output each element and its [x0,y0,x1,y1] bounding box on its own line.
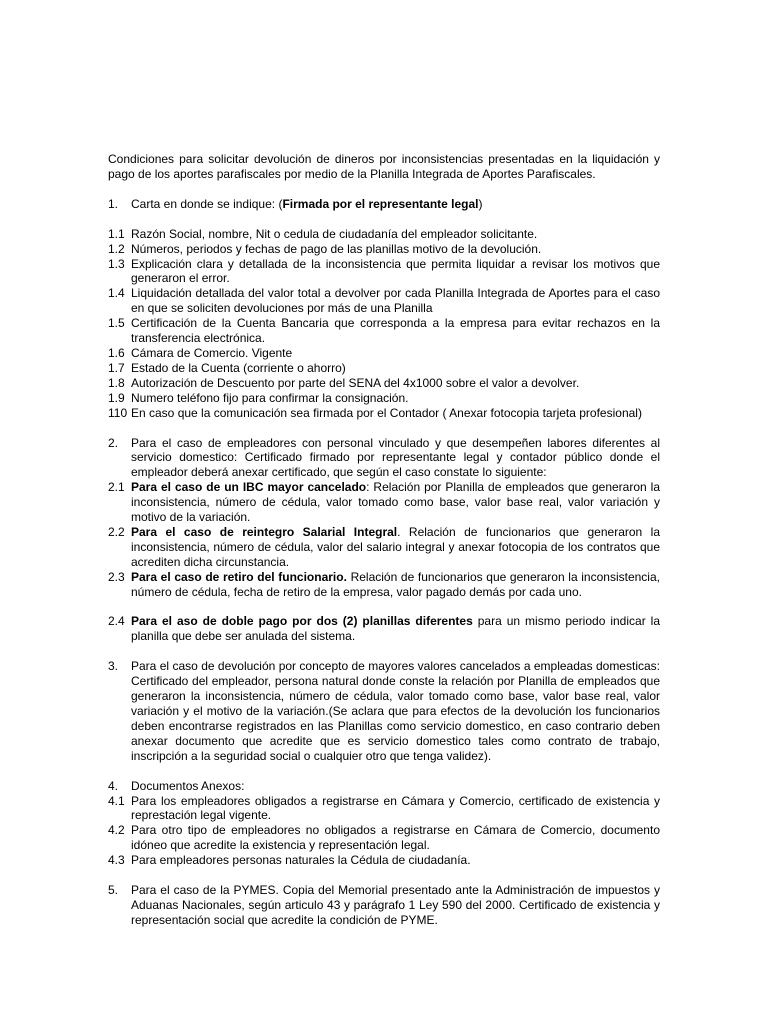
item-bold-text: Para el caso de un IBC mayor cancelado [131,480,367,495]
section-2-list [108,480,660,599]
item-number: 1.3 [108,256,125,271]
section-number: 5. [108,883,119,898]
list-item [108,853,660,868]
list-item [108,794,660,824]
item-bold-text: Para el aso de doble pago por dos (2) planillas diferentes [131,614,473,629]
section-5 [108,883,660,928]
item-number: 2.1 [108,480,125,495]
item-number: 1.8 [108,375,125,390]
list-item [108,391,660,406]
section-4 [108,779,660,794]
item-number: 2.3 [108,569,125,584]
item-number: 1.1 [108,226,125,241]
section-text: Carta en donde se indique: ( [131,196,283,211]
item-text: Números, periodos y fechas de pago de las planillas motivo de la devolución. [131,241,542,256]
list-item [108,316,660,346]
section-text: Para el caso de la PYMES. Copia del Memorial presentado ante la Administración de impuestos y Aduanas Nacionales, según articulo 43 y parágrafo 1 Ley 590 del 2000. Certificado de existencia y representación social que acredite la condición de PYME. [131,883,660,927]
item-text: Razón Social, nombre, Nit o cedula de ciudadanía del empleador solicitante. [131,226,538,241]
item-number: 1.7 [108,360,125,375]
item-number: 2.4 [108,614,125,629]
item-text: Cámara de Comercio. Vigente [131,345,293,360]
item-text: Numero teléfono fijo para confirmar la consignación. [131,390,409,405]
section-1 [108,197,660,212]
item-number: 4.3 [108,853,125,868]
section-2 [108,436,660,481]
item-text: para un mismo periodo indicar la planilla que debe ser anulada del sistema. [131,614,660,644]
item-text: : Relación por Planilla de empleados que generaron la inconsistencia, número de cédula, valor tomado como base, valor base real, valor variación y motivo de la variación. [131,480,660,525]
section-number: 3. [108,659,119,674]
item-number: 4.2 [108,823,125,838]
list-item [108,242,660,257]
item-text: Para otro tipo de empleadores no obligados a registrarse en Cámara de Comercio, documento idóneo que acredite la existencia y representación legal. [131,823,660,853]
item-number: 1.2 [108,241,125,256]
section-text: Para el caso de empleadores con personal vinculado y que desempeñen labores diferentes al servicio domestico: Certificado firmado por representante legal y contador público donde el empleador deberá anexar certificado, que según el caso constate lo siguiente: [131,435,660,480]
item-text: Liquidación detallada del valor total a devolver por cada Planilla Integrada de Aportes para el caso en que se soliciten devoluciones por más de una Planilla [131,286,660,316]
section-1-list [108,227,660,421]
list-item [108,823,660,853]
item-text: Relación de funcionarios que generaron la inconsistencia, número de cédula, fecha de retiro de la empresa, valor pagado demás por cada uno. [131,569,660,599]
list-item [108,570,660,600]
item-text: Certificación de la Cuenta Bancaria que corresponda a la empresa para evitar rechazos en la transferencia electrónica. [131,316,660,346]
list-item [108,361,660,376]
item-number: 4.1 [108,793,125,808]
section-bold-text: Firmada por el representante legal [282,196,479,211]
item-number: 1.4 [108,286,125,301]
item-text: . Relación de funcionarios que generaron la inconsistencia, número de cédula, valor del salario integral y anexar fotocopia de los contratos que acrediten dicha circunstancia. [131,524,660,569]
item-text: Autorización de Descuento por parte del SENA del 4x1000 sobre el valor a devolver. [131,375,580,390]
item-text: En caso que la comunicación sea firmada por el Contador ( Anexar fotocopia tarjeta profesional) [131,405,642,420]
list-item [108,480,660,525]
document-page [108,152,660,928]
item-text: Para empleadores personas naturales la Cédula de ciudadanía. [131,853,471,868]
item-text: Explicación clara y detallada de la inconsistencia que permita liquidar a revisar los motivos que generaron el error. [131,256,660,286]
item-text: Para los empleadores obligados a registrarse en Cámara y Comercio, certificado de existencia y represtación legal vigente. [131,793,660,823]
item-number: 1.6 [108,345,125,360]
list-item [108,406,660,421]
intro-paragraph: Condiciones para solicitar devolución de dineros por inconsistencias presentadas en la liquidación y pago de los aportes parafiscales por medio de la Planilla Integrada de Aportes Parafiscales. [108,152,660,181]
section-text-end: ) [478,196,483,211]
list-item-2-4 [108,614,660,644]
item-number: 2.2 [108,524,125,539]
section-number: 2. [108,435,119,450]
item-bold-text: Para el caso de reintegro Salarial Integral [131,524,398,539]
section-3 [108,659,660,763]
list-item [108,346,660,361]
list-item [108,257,660,287]
item-number: 1.9 [108,390,125,405]
list-item [108,227,660,242]
list-item [108,525,660,570]
list-item [108,286,660,316]
section-number: 4. [108,778,119,793]
section-4-list [108,794,660,869]
item-number: 110 [108,405,128,420]
item-number: 1.5 [108,316,125,331]
section-text: Para el caso de devolución por concepto de mayores valores cancelados a empleadas domesticas: Certificado del empleador, persona natural donde conste la relación por Planilla de empleados que generaron la inconsistencia, número de cédula, valor tomado como base, valor base real, valor variación y el motivo de la variación.(Se aclara que para efectos de la devolución los funcionarios deben encontrarse registrados en las Planillas como servicio domestico, en caso contrario deben anexar documento que acredite que es servicio domestico tales como contrato de trabajo, inscripción a la seguridad social o cualquier otro que tenga validez). [131,659,660,763]
section-text: Documentos Anexos: [131,778,245,793]
item-bold-text: Para el caso de retiro del funcionario. [131,569,347,584]
section-number: 1. [108,196,119,211]
item-text: Estado de la Cuenta (corriente o ahorro) [131,360,346,375]
list-item [108,376,660,391]
